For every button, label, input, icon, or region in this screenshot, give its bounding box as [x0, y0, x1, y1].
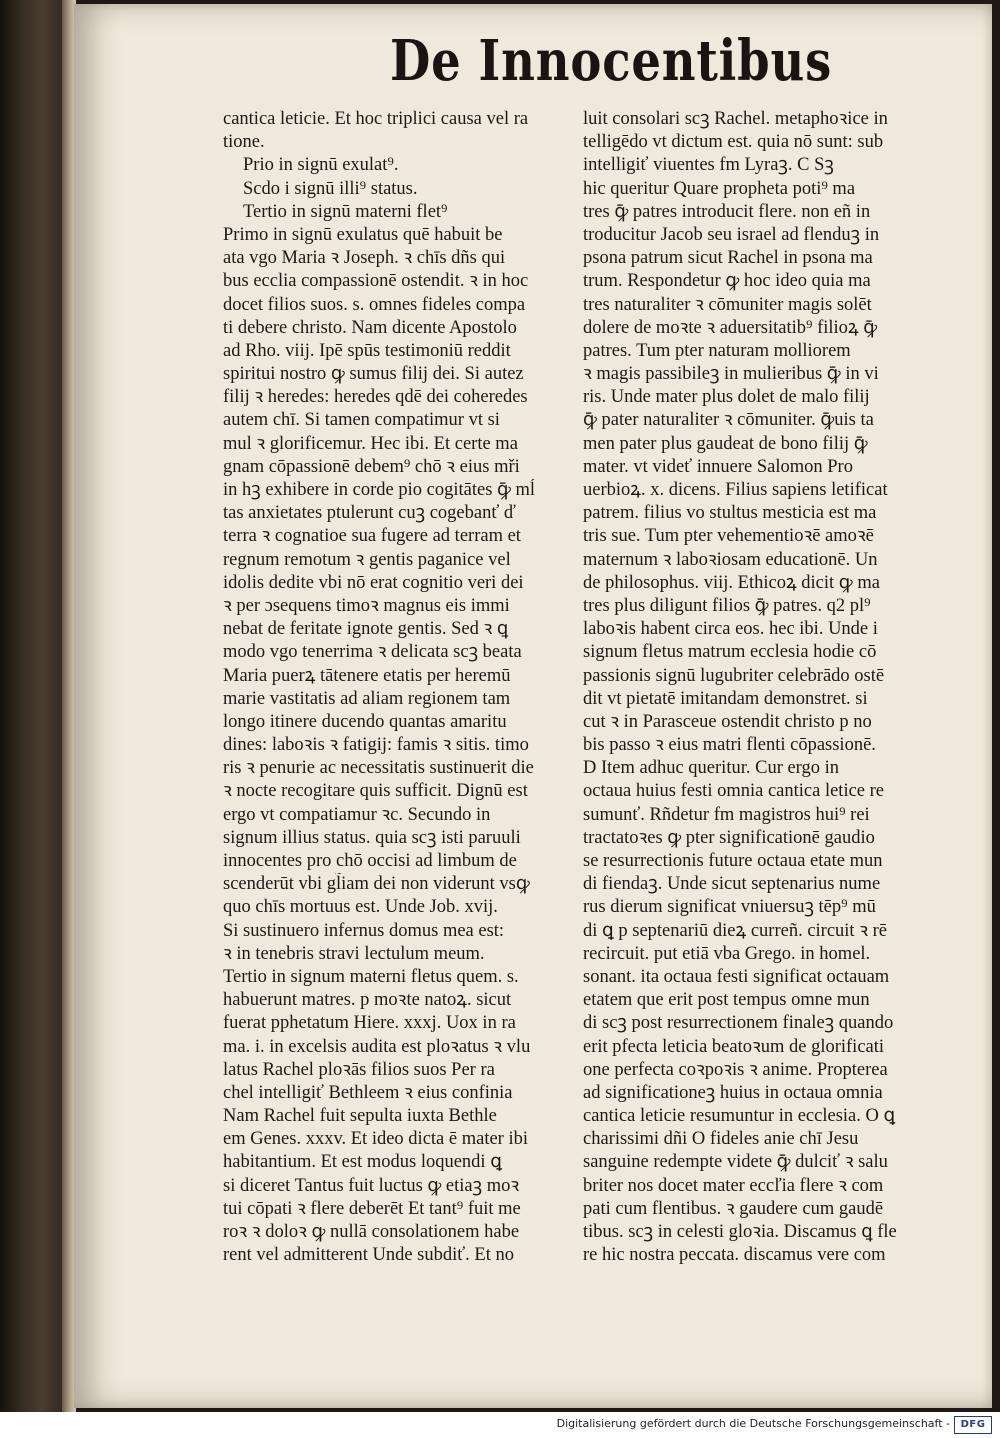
text-line: idolis dedite vbi nō erat cognitio veri dei: [223, 572, 524, 593]
text-line: re hic nostra peccata. discamus vere com: [583, 1245, 886, 1266]
text-line: one perfecta coꝛpoꝛis ꝛ anime. Propterea: [583, 1059, 888, 1080]
text-line: ad Rho. viij. Ipē spūs testimoniū reddit: [223, 340, 511, 361]
text-line: spiritui nostro ꝙ sumus filij dei. Si autez: [223, 364, 524, 385]
text-line: di fiendaꝫ. Unde sicut septenarius nume: [583, 874, 881, 895]
text-line: trum. Respondetur ꝙ hoc ideo quia ma: [583, 271, 871, 292]
text-line: sanguine redempte videte ꝙ̄ dulciť ꝛ salu: [583, 1152, 888, 1173]
text-line: uerbioꝝ. x. dicens. Filius sapiens letificat: [583, 480, 888, 500]
text-line: mul ꝛ glorificemur. Hec ibi. Et certe ma: [223, 433, 518, 454]
text-line: octaua huius festi omnia cantica letice re: [583, 781, 885, 802]
text-line: habuerunt matres. p moꝛte natoꝝ. sicut: [223, 990, 512, 1011]
text-line: tione.: [223, 132, 265, 153]
text-line: cantica leticie resumuntur in ecclesia. O ꝗ: [583, 1106, 896, 1127]
left-text-column: [223, 108, 585, 1267]
text-line: fuerat pphetatum Hiere. xxxj. Uox in ra: [223, 1013, 516, 1034]
text-line: dolere de moꝛte ꝛ aduersitatib⁹ filioꝝ ꝙ̄: [583, 317, 878, 338]
text-line: tres plus diligunt filios ꝙ̄ patres. q2 pl⁹: [583, 595, 871, 616]
text-line: Tertio in signū materni flet⁹: [243, 201, 448, 222]
text-line: longo itinere ducendo quantas amaritu: [223, 711, 507, 732]
text-line: hic queritur Quare propheta poti⁹ ma: [583, 178, 856, 199]
text-line: modo vgo tenerrima ꝛ delicata scꝫ beata: [223, 642, 522, 663]
text-line: ꝛ magis passibileꝫ in mulieribus ꝙ̄ in vi: [583, 364, 879, 385]
text-line: scenderūt vbi gl̃iam dei non viderunt vsꝙ: [223, 874, 530, 895]
text-line: maternum ꝛ laboꝛiosam educationē. Un: [583, 549, 878, 570]
text-line: si diceret Tantus fuit luctus ꝙ etiaꝫ moꝛ: [223, 1175, 520, 1196]
text-line: innocentes pro chō occisi ad limbum de: [223, 851, 517, 871]
text-line: ꝛ per ɔsequens timoꝛ magnus eis immi: [223, 595, 510, 616]
text-line: de philosophus. viij. Ethicoꝝ dicit ꝙ ma: [583, 572, 880, 593]
text-line: Scdo i signū illi⁹ status.: [243, 178, 418, 199]
text-line: men pater plus gaudeat de bono filij ꝙ̄: [583, 433, 868, 454]
text-line: regnum remotum ꝛ gentis paganice vel: [223, 549, 511, 570]
text-line: rent vel admitterent Unde subdiť. Et no: [223, 1245, 514, 1266]
text-line: charissimi dñi O fideles anie chī Jesu: [583, 1129, 859, 1150]
text-line: Si sustinuero infernus domus mea est:: [223, 920, 505, 941]
text-line: etatem que erit post tempus omne mun: [583, 990, 870, 1011]
text-line: em Genes. xxxv. Et ideo dicta ē mater ibi: [223, 1129, 528, 1150]
text-line: intelligiť viuentes fm Lyraꝫ. C Sꝫ: [583, 155, 834, 176]
text-line: D Item adhuc queritur. Cur ergo in: [583, 758, 840, 779]
text-line: ris. Unde mater plus dolet de malo filij: [583, 387, 870, 408]
text-line: luit consolari scꝫ Rachel. metaphoꝛice in: [583, 109, 888, 129]
text-line: tas anxietates ptulerunt cuꝫ cogebanť ď: [223, 503, 516, 524]
text-line: tres ꝙ̄ patres introducit flere. non eñ in: [583, 201, 871, 222]
text-line: dit vt pietatē imitandam demonstret. si: [583, 688, 868, 709]
text-line: sumunť. Rñdetur fm magistros hui⁹ rei: [583, 804, 870, 825]
text-line: tibus. scꝫ in celesti gloꝛia. Discamus ꝗ fle: [583, 1222, 897, 1242]
text-line: ꝛ in tenebris stravi lectulum meum.: [223, 943, 485, 964]
text-line: habitantium. Et est modus loquendi ꝗ: [223, 1152, 502, 1173]
text-line: Tertio in signum materni fletus quem. s.: [223, 966, 519, 987]
text-line: troducitur Jacob seu israel ad flenduꝫ in: [583, 224, 880, 245]
text-line: ꝛ nocte recogitare quis sufficit. Dignū est: [223, 781, 528, 802]
text-line: patres. Tum pter naturam molliorem: [583, 340, 851, 361]
dfg-logo-icon: DFG: [954, 1416, 992, 1434]
text-line: latus Rachel ploꝛās filios suos Per ra: [223, 1059, 495, 1080]
text-line: ad significationeꝫ huius in octaua omnia: [583, 1082, 883, 1103]
text-line: erit pfecta leticia beatoꝛum de glorificati: [583, 1036, 885, 1057]
text-line: di ꝗ p septenariū dieꝝ curreñ. circuit ꝛ rē: [583, 920, 887, 941]
running-title: De Innocentibus: [390, 28, 833, 94]
text-line: cut ꝛ in Parasceue ostendit christo p no: [583, 711, 872, 732]
text-line: docet filios suos. s. omnes fideles compa: [223, 294, 526, 315]
text-line: chel intelligiť Bethleem ꝛ eius confinia: [223, 1082, 513, 1103]
text-line: bis passo ꝛ eius matri flenti cōpassionē.: [583, 735, 876, 756]
text-line: tui cōpati ꝛ flere deberēt Et tant⁹ fuit me: [223, 1198, 521, 1219]
text-line: in hꝫ exhibere in corde pio cogitātes ꝙ̄ mĺ: [223, 480, 536, 500]
text-line: terra ꝛ cognatioe sua fugere ad terram et: [223, 526, 521, 547]
text-line: telligēdo vt dictum est. quia nō sunt: sub: [583, 132, 884, 153]
text-line: Prio in signū exulat⁹.: [243, 155, 399, 176]
text-line: sonant. ita octaua festi significat octauam: [583, 966, 890, 987]
text-line: tris sue. Tum pter vehementioꝛē amoꝛē: [583, 526, 874, 547]
text-line: ma. i. in excelsis audita est ploꝛatus ꝛ vlu: [223, 1036, 531, 1057]
text-line: dines: laboꝛis ꝛ fatigij: famis ꝛ sitis. timo: [223, 735, 529, 756]
text-line: briter nos docet mater eccľia flere ꝛ com: [583, 1175, 884, 1196]
text-line: autem chī. Si tamen compatimur vt si: [223, 410, 500, 431]
text-line: di scꝫ post resurrectionem finaleꝫ quando: [583, 1013, 894, 1034]
text-line: ꝙ̄ pater naturaliter ꝛ cōmuniter. ꝙ̄uis ta: [583, 410, 874, 431]
text-line: filij ꝛ heredes: heredes qdē dei coheredes: [223, 387, 528, 408]
text-line: bus ecclia compassionē ostendit. ꝛ in hoc: [223, 271, 529, 292]
text-line: roꝛ ꝛ doloꝛ ꝙ nullā consolationem habe: [223, 1222, 520, 1242]
text-line: ergo vt compatiamur ꝛc. Secundo in: [223, 804, 491, 825]
text-line: nebat de feritate ignote gentis. Sed ꝛ ꝗ: [223, 619, 509, 640]
text-line: ata vgo Maria ꝛ Joseph. ꝛ chīs dñs qui: [223, 248, 506, 269]
text-line: cantica leticie. Et hoc triplici causa vel ra: [223, 109, 529, 129]
text-line: quo chīs mortuus est. Unde Job. xvij.: [223, 897, 498, 918]
text-line: Primo in signū exulatus quē habuit be: [223, 224, 503, 245]
text-line: laboꝛis habent circa eos. hec ibi. Unde i: [583, 619, 878, 640]
text-line: ti debere christo. Nam dicente Apostolo: [223, 317, 517, 338]
text-line: gnam cōpassionē debem⁹ chō ꝛ eius mři: [223, 456, 520, 477]
text-line: patrem. filius vo stultus mesticia est ma: [583, 503, 877, 524]
text-line: recircuit. put etiā vba Grego. in homel.: [583, 943, 871, 964]
text-line: signum illius status. quia scꝫ isti paruuli: [223, 827, 521, 848]
footer-bar: [0, 1412, 1000, 1438]
text-line: passionis signū lugubriter celebrādo ostē: [583, 665, 885, 686]
text-line: Nam Rachel fuit sepulta iuxta Bethle: [223, 1106, 497, 1127]
text-line: Maria puerꝝ tātenere etatis per heremū: [223, 665, 511, 686]
text-line: signum fletus matrum ecclesia hodie cō: [583, 642, 877, 663]
text-line: se resurrectionis future octaua etate mun: [583, 851, 883, 871]
right-text-column: [583, 108, 957, 1267]
text-line: tractatoꝛes ꝙ pter significationē gaudio: [583, 827, 875, 848]
text-line: tres naturaliter ꝛ cōmuniter magis solēt: [583, 294, 872, 315]
text-line: psona patrum sicut Rachel in psona ma: [583, 248, 873, 269]
text-line: rus dierum significat vniuersuꝫ tēp⁹ mū: [583, 897, 876, 918]
text-line: ris ꝛ penurie ac necessitatis sustinuerit die: [223, 758, 534, 779]
text-line: pati cum flentibus. ꝛ gaudere cum gaudē: [583, 1198, 884, 1219]
funding-credit: Digitalisierung gefördert durch die Deutsche Forschungsgemeinschaft -: [556, 1417, 950, 1430]
book-spine: [0, 0, 70, 1412]
text-line: mater. vt videť innuere Salomon Pro: [583, 456, 853, 477]
text-line: marie vastitatis ad aliam regionem tam: [223, 688, 511, 709]
